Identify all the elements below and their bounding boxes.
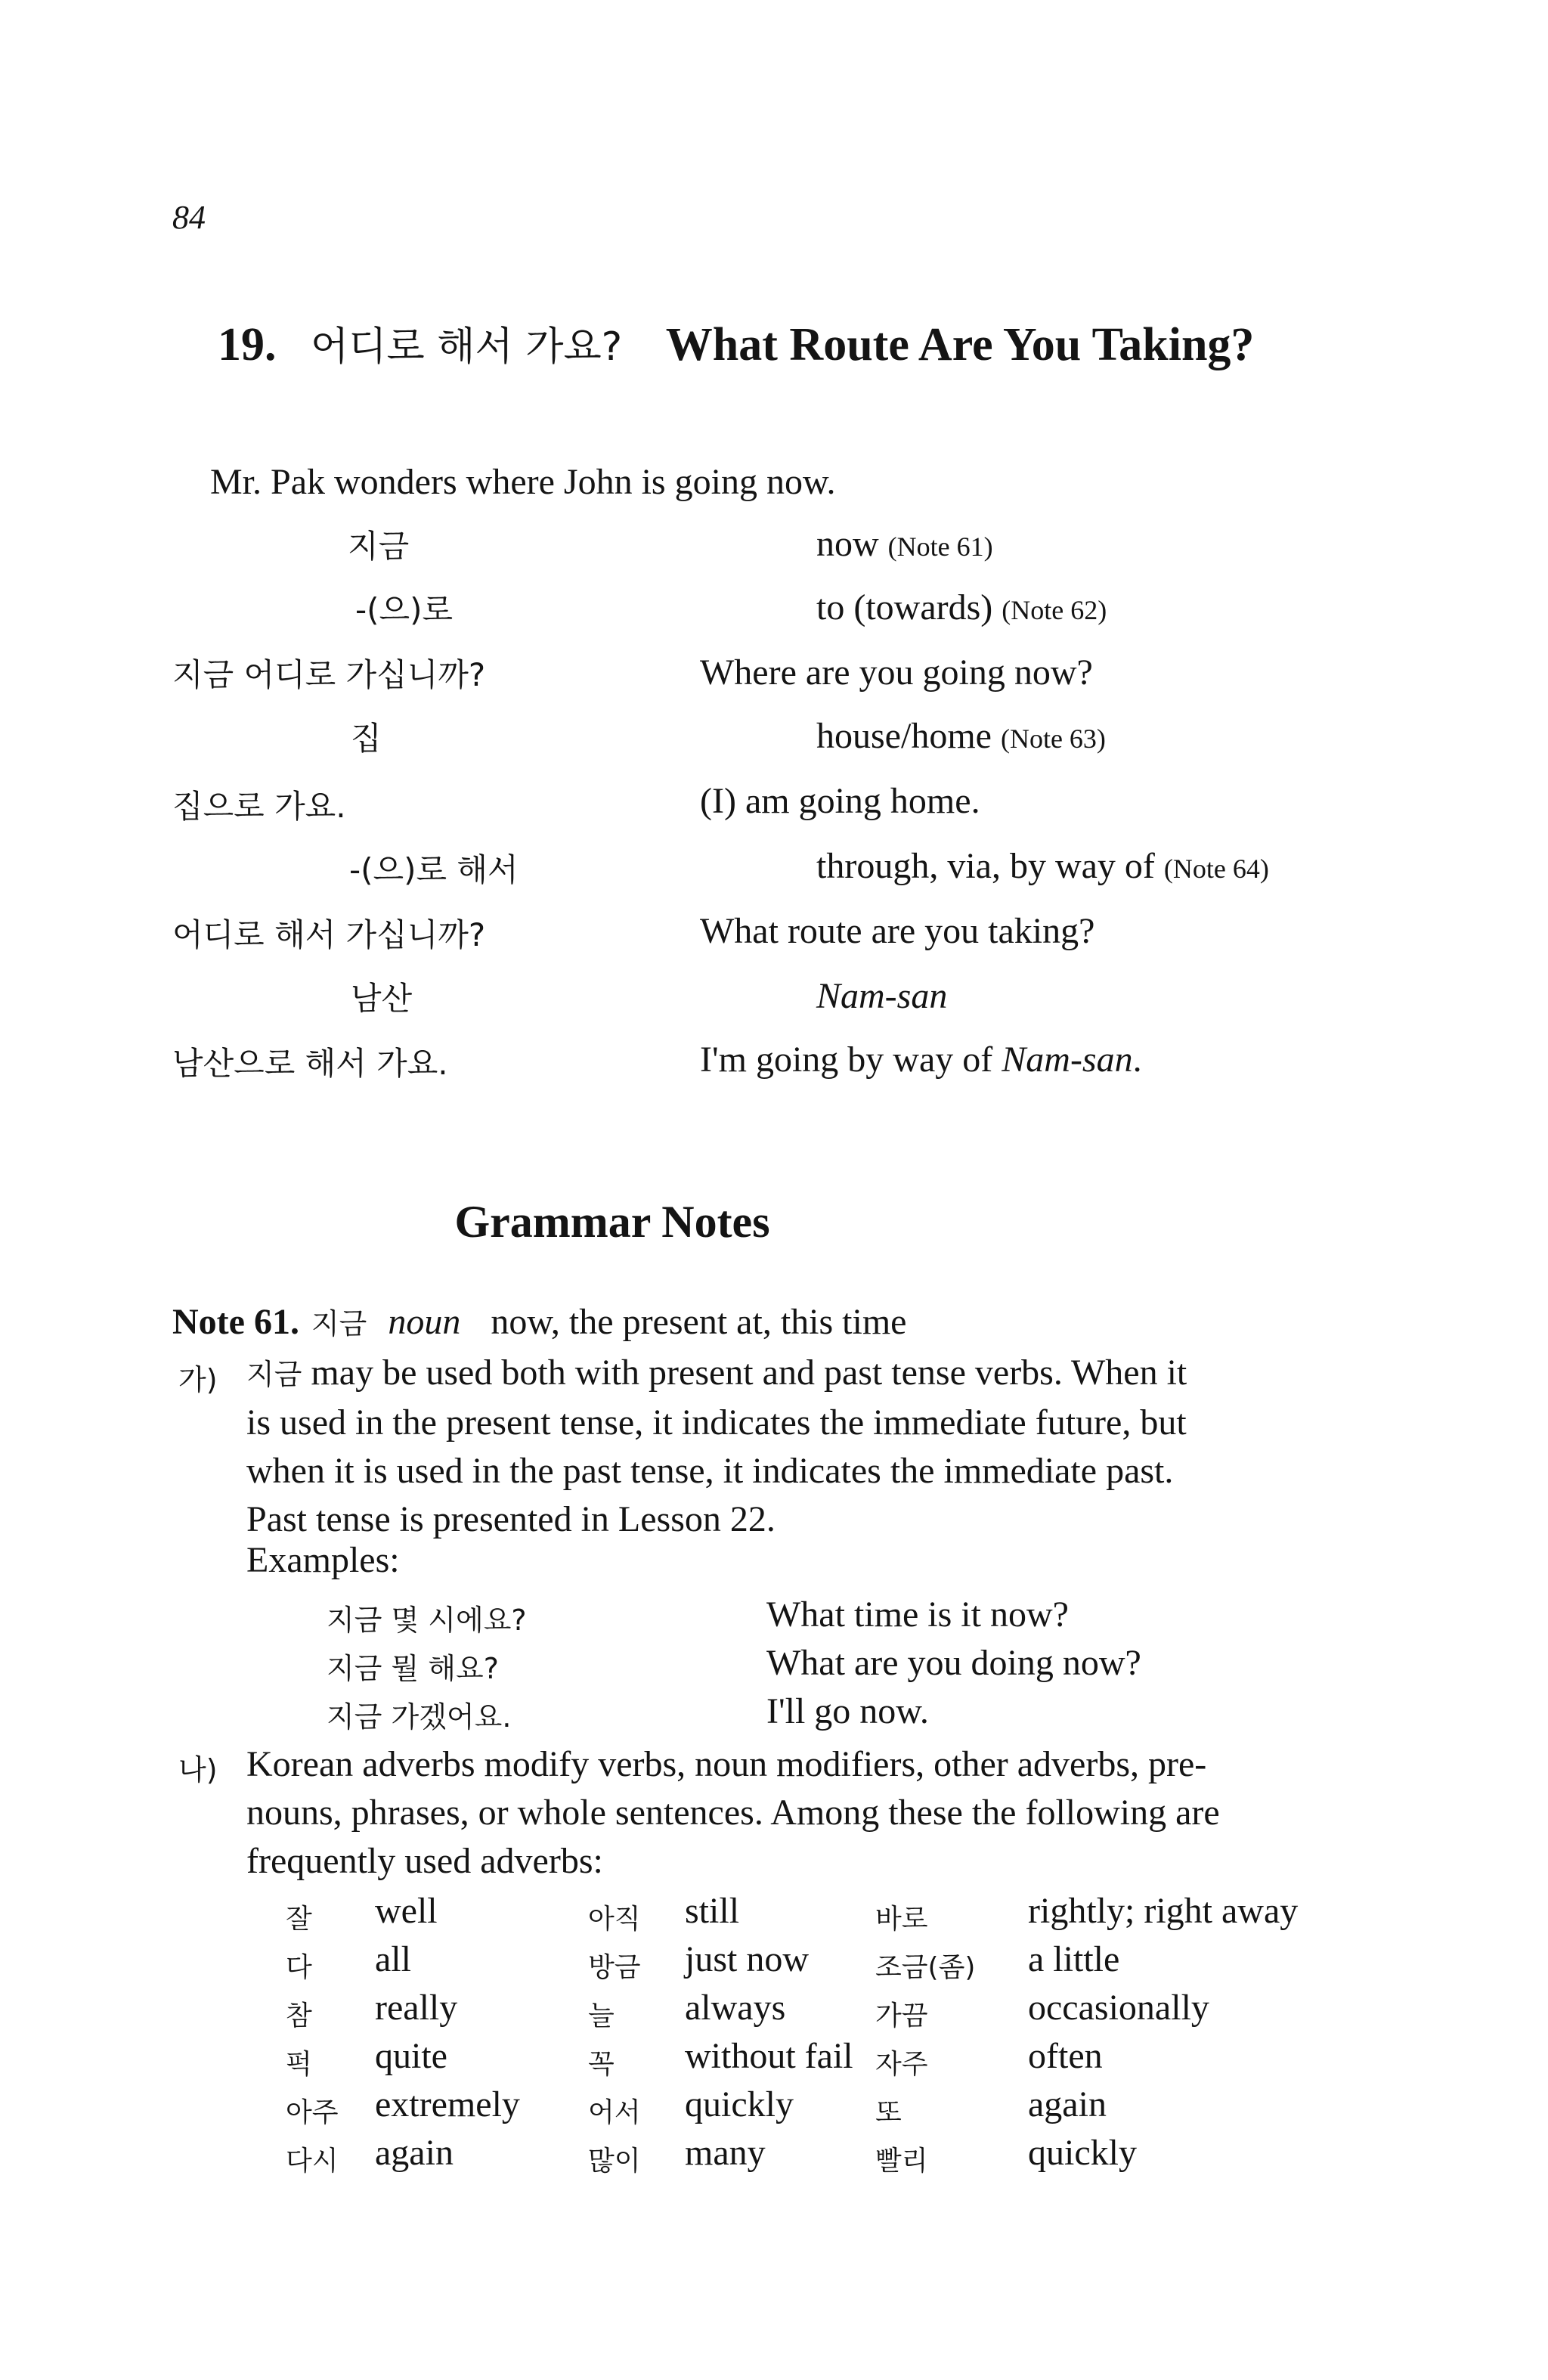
- adverb-ko: 자주: [875, 2049, 928, 2080]
- adverb-ko: 아직: [588, 1904, 641, 1935]
- lesson-title-english: What Route Are You Taking?: [665, 319, 1255, 370]
- vocab-ko: 어디로 해서 가십니까?: [172, 916, 486, 953]
- vocab-en: Where are you going now?: [700, 652, 1093, 693]
- adverb-en: quickly: [1028, 2133, 1137, 2173]
- example-en: I'll go now.: [766, 1691, 929, 1731]
- adverb-ko: 빨리: [875, 2146, 928, 2177]
- adverb-en: still: [685, 1891, 740, 1931]
- examples-label: Examples:: [246, 1540, 400, 1580]
- vocab-ko: -(으)로 해서: [349, 851, 519, 888]
- adverb-en: quickly: [685, 2084, 794, 2124]
- page-number: 84: [172, 199, 206, 236]
- adverb-en: quite: [375, 2036, 447, 2076]
- adverb-ko: 늘: [588, 2000, 615, 2031]
- adverb-en: again: [1028, 2084, 1107, 2124]
- vocab-ko: 집: [351, 720, 382, 757]
- vocab-en: now (Note 61): [816, 524, 993, 564]
- vocab-en: to (towards) (Note 62): [816, 587, 1107, 628]
- section-na-paragraph: Korean adverbs modify verbs, noun modifiers, other adverbs, pre- nouns, phrases, or whole sentences. Among these the following are frequently used adverbs:: [246, 1744, 1220, 1881]
- adverb-en: a little: [1028, 1939, 1120, 1979]
- adverb-ko: 다: [286, 1952, 312, 1983]
- adverb-en: occasionally: [1028, 1988, 1209, 2028]
- grammar-notes-heading: Grammar Notes: [454, 1197, 770, 1247]
- example-ko: 지금 뭘 해요?: [327, 1652, 499, 1685]
- example-ko: 지금 몇 시에요?: [327, 1604, 527, 1637]
- vocab-ko: 남산: [351, 980, 413, 1017]
- note-61-heading: Note 61. 지금 noun now, the present at, this time: [172, 1302, 907, 1342]
- lesson-title: [218, 315, 1254, 372]
- example-en: What are you doing now?: [766, 1643, 1141, 1683]
- vocab-ko: 집으로 가요.: [172, 788, 346, 825]
- adverb-en: all: [375, 1939, 411, 1979]
- vocab-en: What route are you taking?: [700, 911, 1095, 951]
- adverb-en: many: [685, 2133, 766, 2173]
- adverb-en: rightly; right away: [1028, 1891, 1299, 1931]
- adverb-en: well: [375, 1891, 438, 1931]
- section-na-marker: 나): [178, 1753, 218, 1787]
- adverb-en: always: [685, 1988, 786, 2028]
- lesson-title-korean: 어디로 해서 가요?: [311, 324, 623, 370]
- adverb-ko: 꼭: [588, 2049, 615, 2080]
- adverb-ko: 방금: [588, 1952, 641, 1983]
- vocab-en: (I) am going home.: [700, 781, 980, 821]
- adverb-ko: 바로: [875, 1904, 928, 1935]
- adverb-ko: 조금(좀): [875, 1952, 976, 1983]
- adverb-ko: 또: [875, 2097, 902, 2128]
- adverb-ko: 다시: [286, 2146, 339, 2177]
- vocab-en: Nam-san: [816, 976, 948, 1016]
- adverb-ko: 아주: [286, 2097, 339, 2128]
- adverb-en: just now: [685, 1939, 810, 1979]
- vocab-en: house/home (Note 63): [816, 716, 1106, 756]
- adverb-en: extremely: [375, 2084, 520, 2124]
- adverb-ko: 어서: [588, 2097, 641, 2128]
- example-en: What time is it now?: [766, 1594, 1069, 1635]
- adverb-en: often: [1028, 2036, 1103, 2076]
- vocab-en: I'm going by way of Nam-san.: [700, 1040, 1142, 1080]
- example-ko: 지금 가겠어요.: [327, 1700, 512, 1734]
- adverb-en: really: [375, 1988, 458, 2028]
- lesson-number: 19.: [218, 319, 277, 370]
- section-ga-paragraph: 지금 may be used both with present and past tense verbs. When it is used in the present tense, it indicates the immediate future, but when it is used in the past tense, it indicates the immediate past. Past tense is presented in Lesson 22.: [246, 1353, 1187, 1539]
- adverb-ko: 참: [286, 2000, 312, 2031]
- adverb-ko: 퍽: [286, 2049, 312, 2080]
- vocab-ko: 지금: [348, 528, 410, 565]
- adverb-ko: 많이: [588, 2146, 641, 2177]
- vocab-en: through, via, by way of (Note 64): [816, 846, 1269, 886]
- adverb-en: without fail: [685, 2036, 853, 2076]
- vocab-ko: 남산으로 해서 가요.: [172, 1045, 448, 1082]
- intro-sentence: Mr. Pak wonders where John is going now.: [210, 462, 836, 502]
- vocab-ko: -(으)로: [355, 591, 454, 628]
- adverb-ko: 잘: [286, 1904, 312, 1935]
- adverb-ko: 가끔: [875, 2000, 928, 2031]
- vocab-ko: 지금 어디로 가십니까?: [172, 656, 486, 693]
- section-ga-marker: 가): [178, 1363, 218, 1396]
- adverb-en: again: [375, 2133, 454, 2173]
